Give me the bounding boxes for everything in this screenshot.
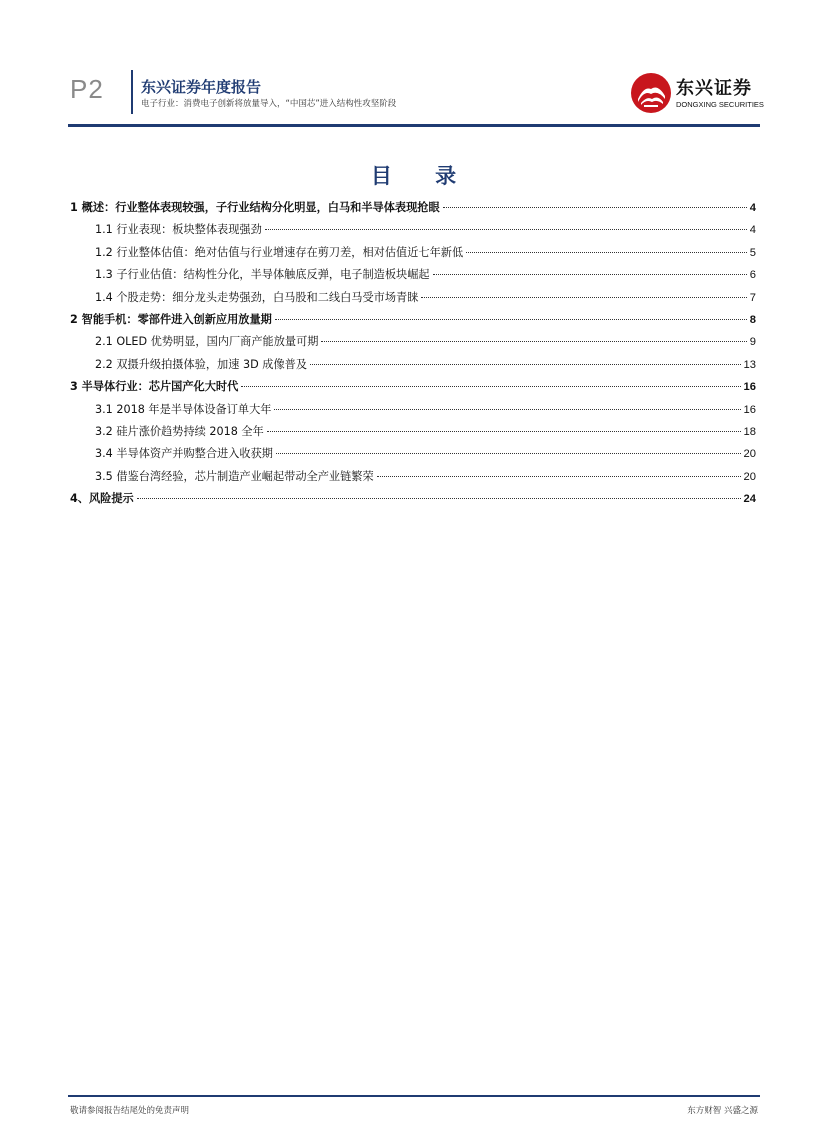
logo-english-name: DONGXING SECURITIES	[676, 100, 764, 109]
toc-entry[interactable]	[70, 333, 756, 355]
toc-entry-label: 4、风险提示	[70, 492, 134, 506]
toc-entry[interactable]	[70, 221, 756, 243]
toc-entry-page: 5	[749, 246, 756, 259]
toc-entry-label: 2.2 双摄升级拍摄体验，加速 3D 成像普及	[95, 357, 308, 371]
toc-entry-label: 3.5 借鉴台湾经验，芯片制造产业崛起带动全产业链繁荣	[95, 469, 374, 483]
toc-leader-dots	[241, 386, 740, 387]
toc-entry-label: 3.2 硅片涨价趋势持续 2018 全年	[95, 424, 264, 438]
toc-entry[interactable]	[70, 401, 756, 423]
toc-entry-page: 20	[743, 470, 756, 483]
company-slogan: 东方财智 兴盛之源	[687, 1106, 758, 1116]
toc-leader-dots	[377, 476, 741, 477]
header-divider	[131, 70, 133, 114]
toc-entry-page: 20	[743, 448, 756, 461]
toc-entry-page: 13	[743, 358, 756, 371]
toc-entry-page: 9	[749, 336, 756, 349]
toc-entry-label: 3.4 半导体资产并购整合进入收获期	[95, 447, 273, 461]
toc-entry-label: 3.1 2018 年是半导体设备订单大年	[95, 402, 272, 416]
toc-entry-page: 4	[749, 202, 756, 214]
toc-entry[interactable]	[70, 423, 756, 445]
toc-entry[interactable]	[70, 266, 756, 288]
toc-leader-dots	[274, 409, 740, 410]
report-title: 东兴证券年度报告	[141, 78, 262, 96]
toc-entry-page: 7	[749, 291, 756, 304]
footer-rule	[68, 1095, 760, 1097]
toc-leader-dots	[443, 207, 747, 208]
toc-entry-page: 24	[743, 493, 756, 506]
toc-leader-dots	[421, 297, 746, 298]
toc-leader-dots	[137, 498, 741, 499]
header-rule	[68, 124, 760, 127]
toc-entry[interactable]	[70, 311, 756, 333]
report-subtitle: 电子行业：消费电子创新将放量导入，“中国芯”进入结构性攻坚阶段	[141, 99, 397, 109]
toc-entry-page: 16	[743, 403, 756, 416]
toc-entry-label: 1.4 个股走势：细分龙头走势强劲，白马股和二线白马受市场青睐	[95, 290, 419, 304]
toc-entry-label: 3 半导体行业：芯片国产化大时代	[70, 380, 239, 394]
toc-leader-dots	[276, 453, 741, 454]
table-of-contents	[70, 199, 756, 512]
company-logo	[630, 72, 764, 114]
toc-title: 目 录	[370, 164, 475, 188]
toc-entry-label: 1.3 子行业估值：结构性分化，半导体触底反弹，电子制造板块崛起	[95, 268, 430, 282]
toc-entry[interactable]	[70, 289, 756, 311]
toc-entry-label: 1.2 行业整体估值：绝对估值与行业增速存在剪刀差，相对估值近七年新低	[95, 245, 464, 259]
toc-entry[interactable]	[70, 199, 756, 221]
disclaimer-note: 敬请参阅报告结尾处的免责声明	[70, 1106, 190, 1116]
toc-entry-page: 4	[749, 224, 756, 237]
toc-entry[interactable]	[70, 445, 756, 467]
toc-entry-label: 1 概述：行业整体表现较强，子行业结构分化明显，白马和半导体表现抢眼	[70, 201, 440, 214]
page-number: P2	[70, 74, 104, 104]
toc-entry[interactable]	[70, 356, 756, 378]
toc-leader-dots	[466, 252, 747, 253]
toc-leader-dots	[267, 431, 741, 432]
toc-entry-page: 18	[743, 425, 756, 438]
toc-entry-label: 2 智能手机：零部件进入创新应用放量期	[70, 312, 272, 326]
page-header	[0, 0, 827, 130]
toc-entry[interactable]	[70, 244, 756, 266]
toc-leader-dots	[321, 341, 746, 342]
toc-entry-page: 8	[749, 313, 756, 326]
toc-entry-page: 16	[743, 381, 756, 394]
logo-chinese-name: 东兴证券	[676, 78, 752, 99]
toc-leader-dots	[265, 229, 747, 230]
toc-entry[interactable]	[70, 490, 756, 512]
toc-leader-dots	[310, 364, 741, 365]
toc-leader-dots	[433, 274, 747, 275]
toc-entry-label: 1.1 行业表现：板块整体表现强劲	[95, 223, 262, 237]
dongxing-logo-icon	[630, 72, 672, 114]
toc-entry[interactable]	[70, 468, 756, 490]
toc-entry[interactable]	[70, 378, 756, 400]
toc-entry-page: 6	[749, 269, 756, 282]
toc-leader-dots	[275, 319, 747, 320]
toc-entry-label: 2.1 OLED 优势明显，国内厂商产能放量可期	[95, 335, 319, 349]
